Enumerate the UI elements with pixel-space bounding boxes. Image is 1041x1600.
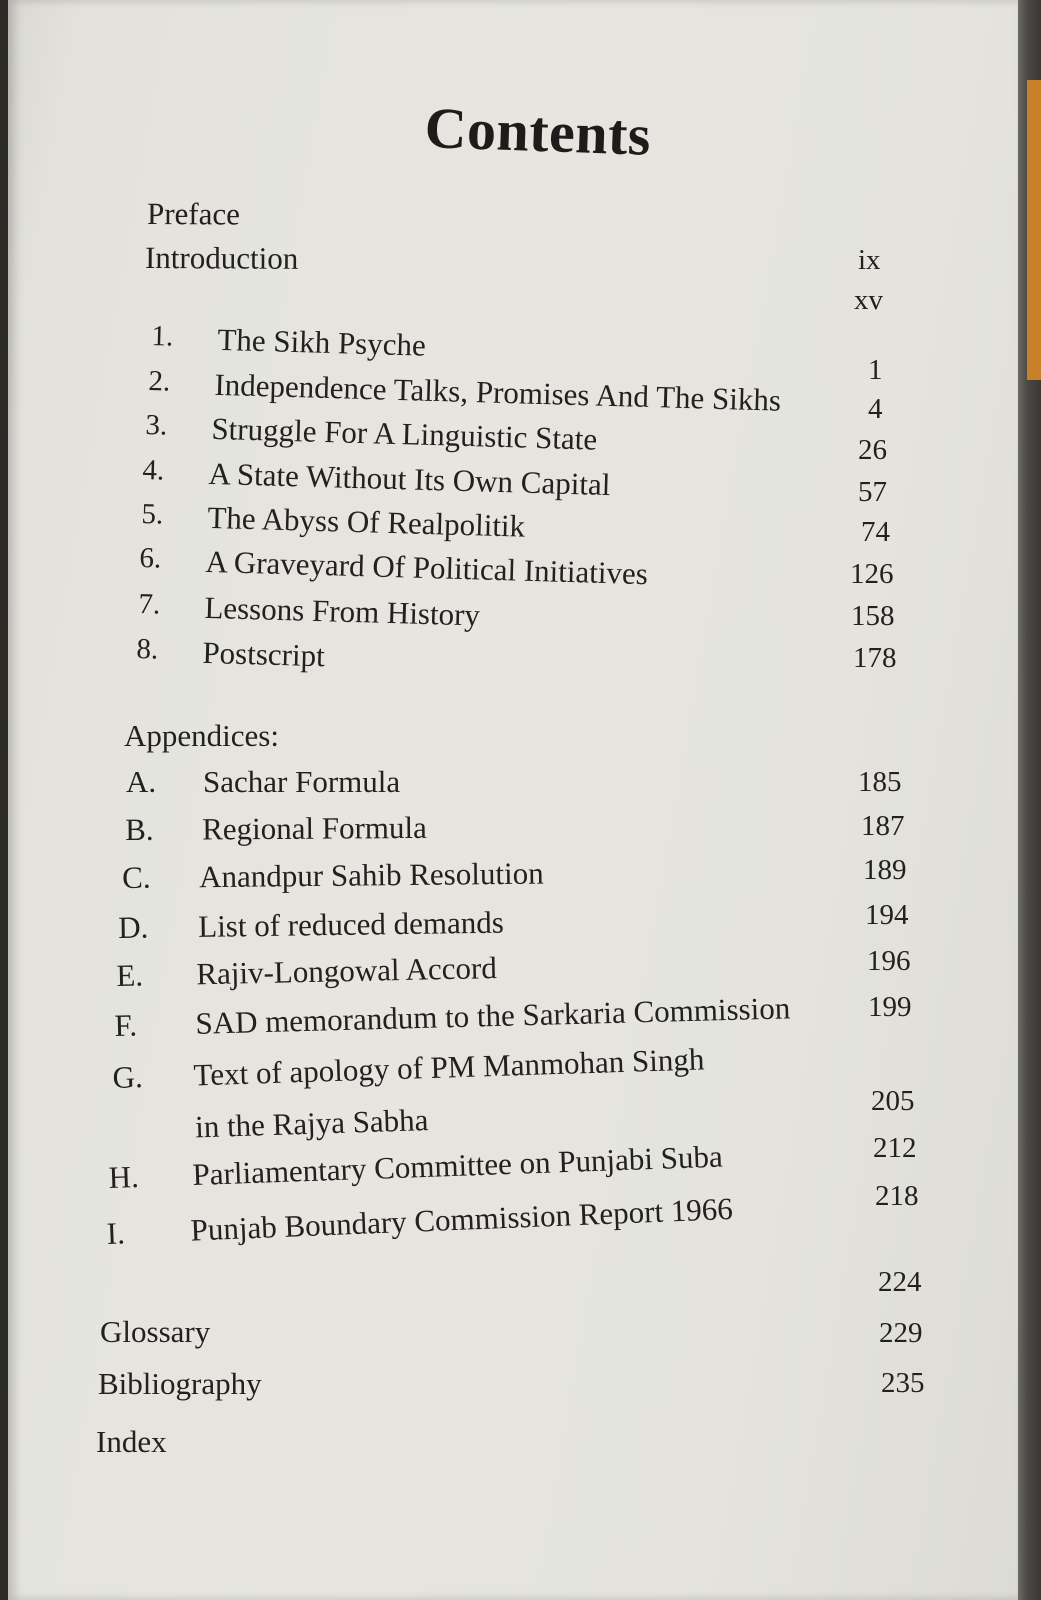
toc-entry-bibliography bbox=[98, 1366, 262, 1402]
page-title: Contents bbox=[423, 94, 653, 168]
appendix-title: List of reduced demands bbox=[197, 904, 505, 944]
table-of-contents bbox=[8, 0, 1018, 1600]
appendix-title: Punjab Boundary Commission Report 1966 bbox=[189, 1190, 734, 1248]
appendices-heading: Appendices: bbox=[124, 718, 279, 753]
page-number: 74 bbox=[861, 516, 890, 548]
chapter-number: 6. bbox=[139, 542, 162, 575]
page-number: 196 bbox=[867, 945, 911, 977]
page-number: 158 bbox=[851, 600, 895, 632]
page-number: 187 bbox=[861, 810, 905, 842]
page-number: 26 bbox=[858, 434, 887, 466]
chapter-number: 7. bbox=[138, 588, 161, 621]
appendix-letter: I. bbox=[106, 1215, 126, 1251]
chapter-number: 8. bbox=[136, 633, 159, 666]
appendix-letter: H. bbox=[108, 1158, 140, 1195]
chapter-title: Struggle For A Linguistic State bbox=[210, 410, 598, 457]
chapter-title: A Graveyard Of Political Initiatives bbox=[204, 543, 649, 592]
page-number: 126 bbox=[850, 558, 894, 590]
appendix-title: Text of apology of PM Manmohan Singh bbox=[192, 1041, 705, 1093]
toc-entry-label: Index bbox=[96, 1424, 167, 1459]
toc-entry-label: Bibliography bbox=[98, 1366, 262, 1401]
appendix-title: Rajiv-Longowal Accord bbox=[195, 950, 498, 992]
page-number: 57 bbox=[858, 476, 887, 508]
appendix-letter: D. bbox=[118, 909, 149, 945]
appendix-title-continued: in the Rajya Sabha bbox=[194, 1102, 429, 1145]
book-cover-edge bbox=[1027, 80, 1041, 380]
page-number: 4 bbox=[868, 393, 883, 425]
page-number: 218 bbox=[875, 1180, 919, 1212]
appendix-title: Anandpur Sahib Resolution bbox=[198, 855, 544, 895]
appendix-letter: B. bbox=[125, 811, 154, 847]
page-number: 1 bbox=[868, 354, 883, 386]
appendix-letter: A. bbox=[126, 764, 157, 799]
toc-entry-index bbox=[96, 1424, 167, 1460]
chapter-title: Independence Talks, Promises And The Sikhs bbox=[213, 366, 782, 418]
appendix-title: SAD memorandum to the Sarkaria Commission bbox=[194, 990, 791, 1041]
page-number: 212 bbox=[873, 1132, 917, 1164]
page-number: xv bbox=[854, 284, 883, 316]
toc-entry-glossary bbox=[100, 1314, 210, 1350]
chapter-number: 3. bbox=[145, 409, 168, 442]
toc-entry-label: Preface bbox=[146, 196, 241, 232]
appendix-letter: G. bbox=[112, 1059, 144, 1095]
page-number: 185 bbox=[858, 766, 902, 798]
page-number: 205 bbox=[871, 1085, 915, 1117]
chapter-title: The Abyss Of Realpolitik bbox=[206, 499, 526, 544]
toc-entry-label: Introduction bbox=[144, 240, 299, 276]
page-number: 229 bbox=[879, 1317, 923, 1349]
page-number: 194 bbox=[865, 899, 909, 931]
appendix-title: Sachar Formula bbox=[203, 764, 401, 799]
page-number: 199 bbox=[868, 991, 912, 1023]
chapter-title: The Sikh Psyche bbox=[216, 321, 427, 363]
appendix-letter: F. bbox=[114, 1007, 138, 1043]
page-number: 178 bbox=[853, 642, 897, 674]
toc-entry-introduction bbox=[145, 240, 298, 277]
chapter-number: 5. bbox=[141, 498, 164, 531]
chapter-number: 2. bbox=[148, 365, 171, 398]
page-number: 189 bbox=[863, 854, 907, 886]
chapter-title: Postscript bbox=[201, 634, 326, 674]
book-page bbox=[8, 0, 1018, 1600]
page-number: 224 bbox=[878, 1266, 922, 1298]
page-number: ix bbox=[858, 244, 881, 276]
page-number: 235 bbox=[881, 1367, 925, 1399]
chapter-number: 4. bbox=[142, 454, 165, 487]
toc-entry-label: Glossary bbox=[100, 1314, 211, 1349]
appendix-letter: C. bbox=[122, 859, 151, 895]
chapter-number: 1. bbox=[151, 320, 174, 353]
appendix-title: Regional Formula bbox=[201, 809, 427, 847]
appendix-title: Parliamentary Committee on Punjabi Suba bbox=[191, 1138, 724, 1193]
toc-entry-preface bbox=[147, 196, 240, 232]
chapter-title: Lessons From History bbox=[203, 589, 481, 633]
appendix-letter: E. bbox=[116, 957, 144, 993]
chapter-title: A State Without Its Own Capital bbox=[207, 455, 611, 503]
